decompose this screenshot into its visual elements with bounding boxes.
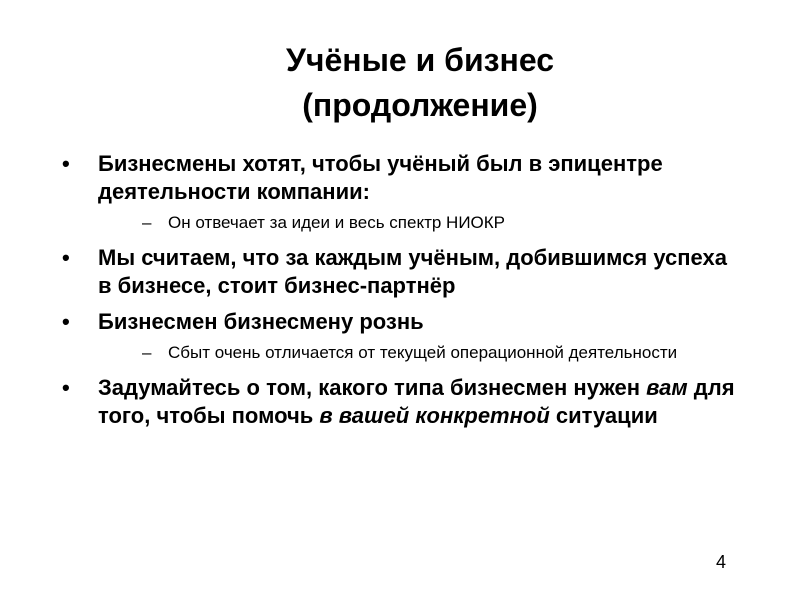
page-number: 4 [716, 552, 727, 572]
sub-bullet-item [98, 212, 742, 234]
bullet-item [62, 150, 742, 234]
dash-icon: – [142, 343, 152, 362]
bullet-text: Бизнесмен бизнесмену рознь [98, 309, 424, 334]
sub-bullet-text: Сбыт очень отличается от текущей операционной деятельности [168, 343, 678, 362]
bullet-text: Мы считаем, что за каждым учёным, добившимся успеха в бизнесе, стоит бизнес-партнёр [98, 245, 727, 298]
bullet-text: Бизнесмены хотят, чтобы учёный был в эпицентре деятельности компании: [98, 151, 663, 204]
bullet-text-emphasis: в вашей конкретной [319, 403, 550, 428]
bullet-text-part: ситуации [549, 403, 658, 428]
bullet-icon: • [62, 309, 70, 334]
title-line-1: Учёные и бизнес [285, 42, 555, 78]
title-line-2: (продолжение) [302, 87, 538, 123]
sub-bullet-text: Он отвечает за идеи и весь спектр НИОКР [168, 213, 506, 232]
bullet-icon: • [62, 245, 70, 270]
bullet-item [62, 308, 742, 364]
sub-bullet-item [98, 342, 742, 364]
bullet-text-emphasis: вам [646, 375, 688, 400]
dash-icon: – [142, 213, 152, 232]
bullet-icon: • [62, 375, 70, 400]
bullet-item [62, 244, 742, 300]
bullet-icon: • [62, 151, 70, 176]
slide-title [170, 38, 670, 128]
bullet-list [62, 150, 742, 438]
bullet-text-part: для того, чтобы помочь [98, 375, 735, 428]
bullet-text [98, 374, 742, 430]
bullet-text-part: Задумайтесь о том, какого типа бизнесмен нужен [98, 375, 647, 400]
bullet-item [62, 374, 742, 430]
